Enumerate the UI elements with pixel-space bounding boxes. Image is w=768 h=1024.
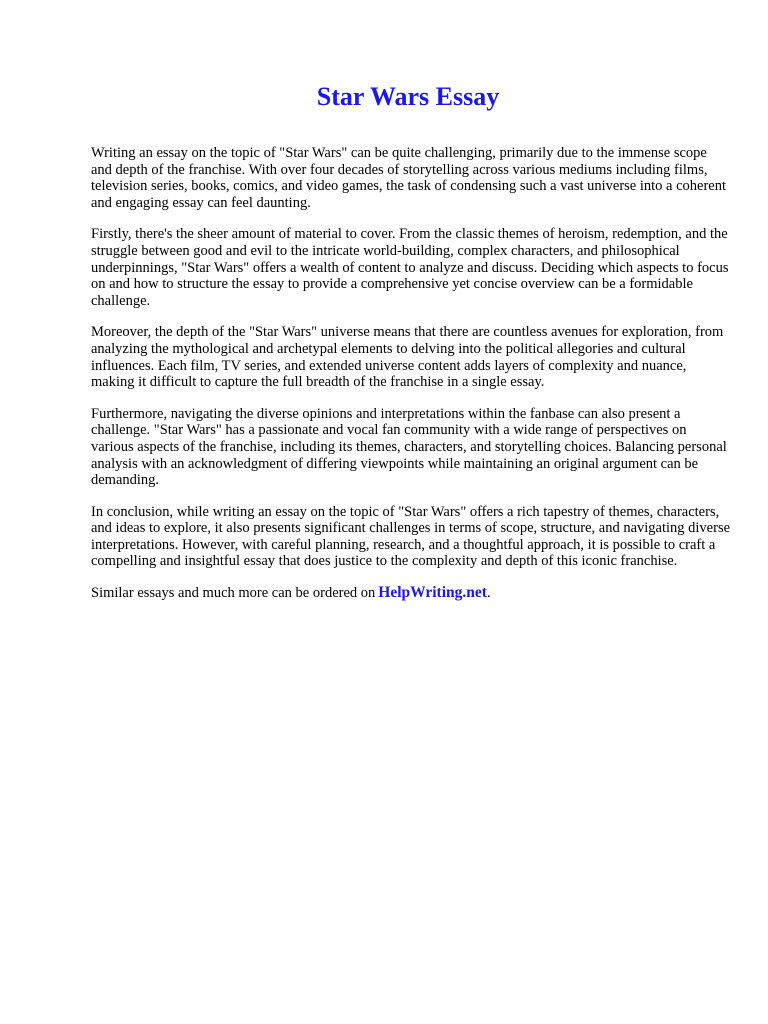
promo-suffix: . — [486, 585, 491, 602]
promo-text: Similar essays and much more can be ordered on — [91, 585, 376, 602]
paragraph-2: Firstly, there's the sheer amount of material to cover. From the classic themes of heroism, redemption, and the struggle between good and evil to the intricate world-building, complex characters, and philosophical underpinnings, "Star Wars" offers a wealth of content to analyze and discuss. Deciding which aspects to focus on and how to structure the essay to provide a comprehensive yet concise overview can be a formidable challenge. — [91, 226, 729, 309]
paragraph-4: Furthermore, navigating the diverse opinions and interpretations within the fanbase can also present a challenge. "Star Wars" has a passionate and vocal fan community with a wide range of perspectives on various aspects of the franchise, including its themes, characters, and storytelling choices. Balancing personal analysis with an acknowledgment of differing viewpoints while maintaining an original argument can be demanding. — [91, 405, 727, 489]
paragraph-3: Moreover, the depth of the "Star Wars" universe means that there are countless avenues for exploration, from analyzing the mythological and archetypal elements to delving into the political allegories and cultural influences. Each film, TV series, and extended universe content adds layers of complexity and nuance, making it difficult to capture the full breadth of the franchise in a single essay. — [91, 324, 724, 391]
document-title: Star Wars Essay — [316, 82, 500, 111]
paragraph-1: Writing an essay on the topic of "Star Wars" can be quite challenging, primarily due to the immense scope and depth of the franchise. With over four decades of storytelling across various mediums including films, television series, books, comics, and video games, the task of condensing such a vast universe into a coherent and engaging essay can feel daunting. — [91, 145, 727, 211]
helpwriting-link[interactable]: HelpWriting.net — [378, 584, 487, 602]
document-body — [91, 145, 731, 602]
paragraph-5: In conclusion, while writing an essay on the topic of "Star Wars" offers a rich tapestry of themes, characters, and ideas to explore, it also presents significant challenges in terms of scope, structure, and navigating diverse interpretations. However, with careful planning, research, and a thoughtful approach, it is possible to craft a compelling and insightful essay that does justice to the complexity and depth of this iconic franchise. — [91, 503, 731, 570]
promo-line — [91, 585, 731, 602]
